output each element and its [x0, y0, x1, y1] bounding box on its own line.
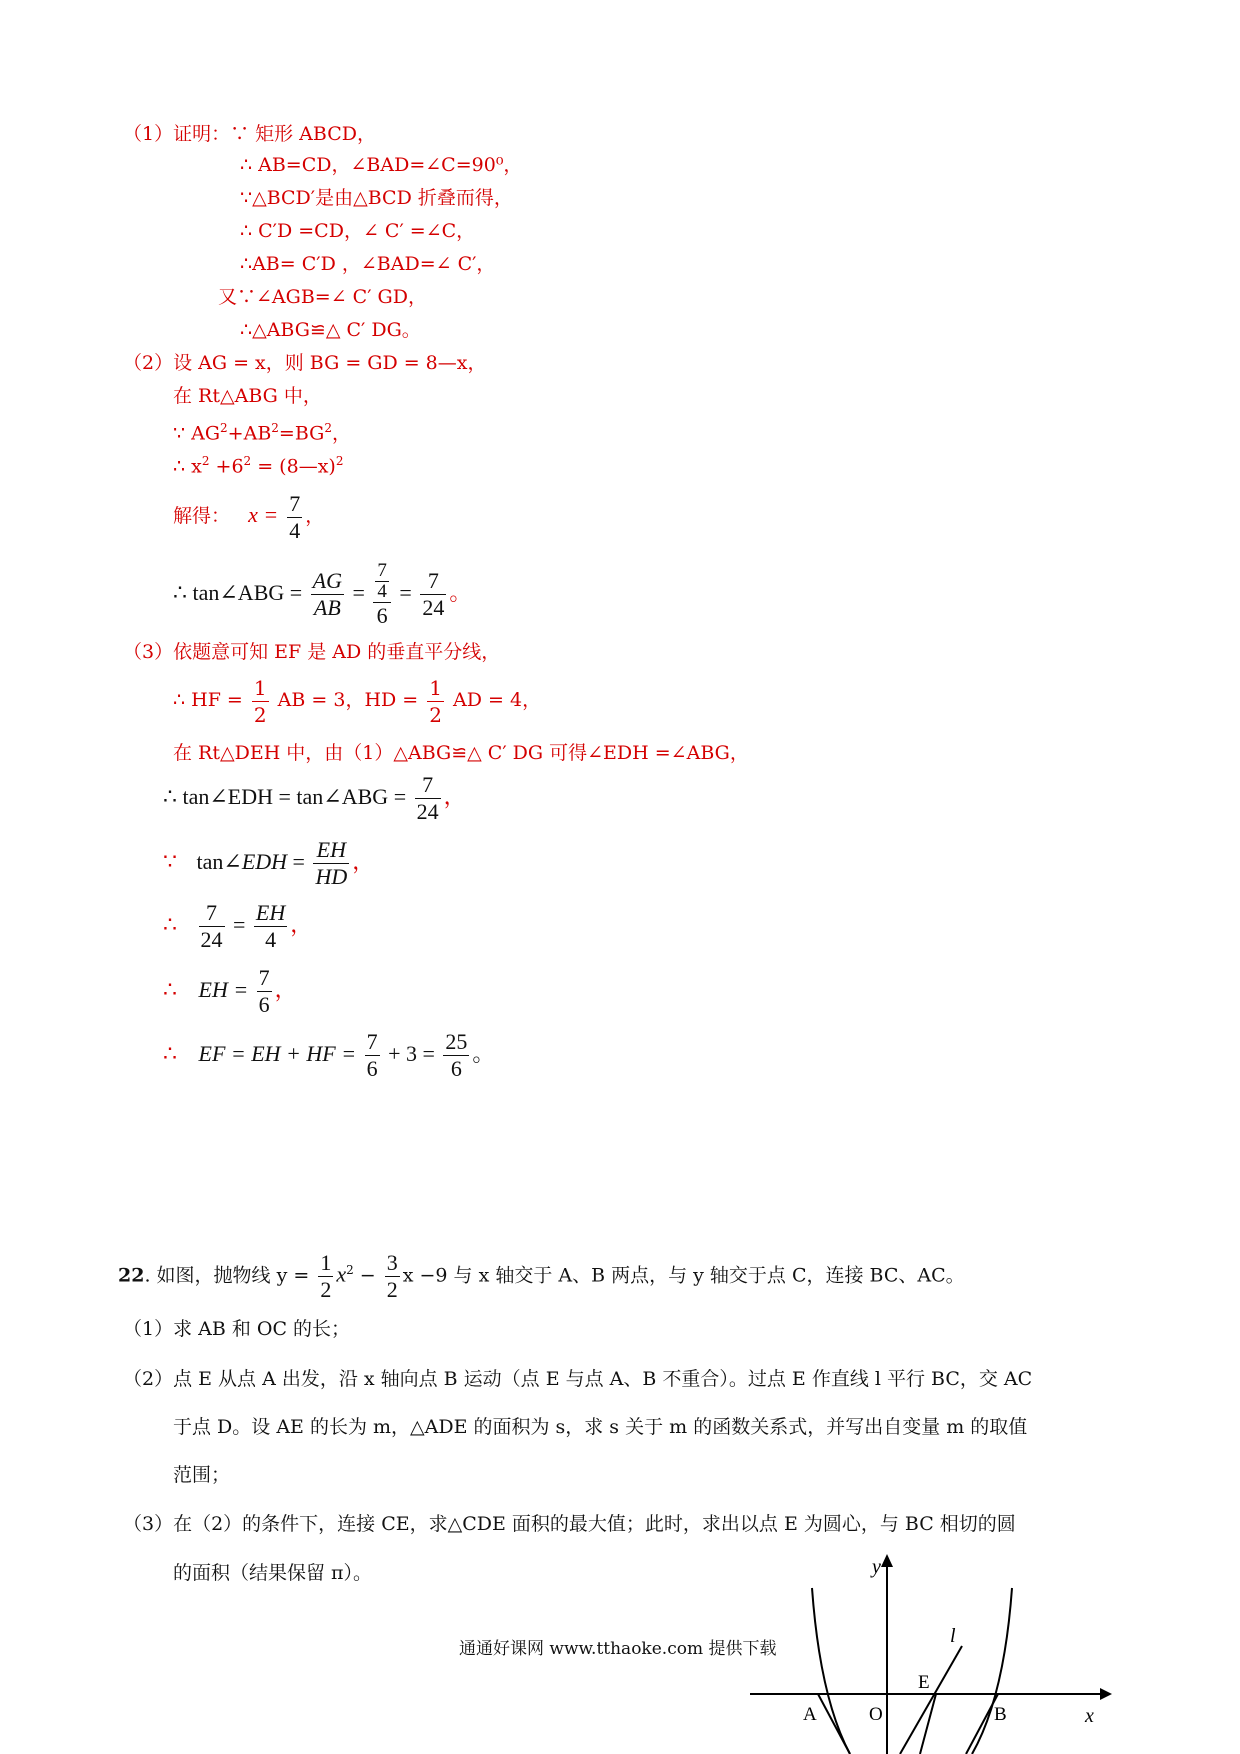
part1-line1: （1）证明：∵ 矩形 ABCD， [123, 123, 376, 145]
fraction-3-over-2: $\frac{3}{2}$ [386, 1249, 398, 1302]
fraction-AG-over-AB: $\frac{AG}{AB}$ [312, 568, 342, 621]
line-AC [818, 1694, 850, 1754]
label-E: E [918, 1672, 930, 1693]
part2-line3: ∵ $AG^2+AB^2=BG^2$， [173, 421, 351, 445]
part1-line7: ∴△ABG≌△ C′ DG。 [240, 319, 421, 341]
part1-line4: ∴ C′D =CD，∠ C′ =∠C， [240, 220, 476, 242]
part3-line3: 在 Rt△DEH 中，由（1）△ABG≌△ C′ DG 可得∠EDH =∠ABG， [173, 742, 749, 764]
part3-line4: ∴ tan∠EDH = tan∠ABG = $\frac{7}{24}$ ， [163, 772, 466, 825]
fraction-1-over-2: $\frac{1}{2}$ [429, 675, 442, 727]
parabola-left-branch [812, 1588, 850, 1754]
problem22-q2-line2: 于点 D。设 AE 的长为 m，△ADE 的面积为 s，求 s 关于 m 的函数关系式，并写出自变量 m 的取值 [173, 1416, 1028, 1438]
problem22-q3-line2: 的面积（结果保留 π）。 [173, 1562, 373, 1584]
problem22-q1: （1）求 AB 和 OC 的长； [123, 1318, 351, 1340]
problem22-q2-line1: （2）点 E 从点 A 出发，沿 x 轴向点 B 运动（点 E 与点 A、B 不重合）。过点 E 作直线 l 平行 BC，交 AC [123, 1368, 1033, 1390]
part1-line2: ∴ AB=CD，∠BAD=∠C=90⁰， [240, 154, 523, 176]
problem22-statement: 22. 如图，抛物线 y = $\frac{1}{2}$ $x^2$ − $\frac{3}{2}$ x −9 与 x 轴交于 A、B 两点，与 y 轴交于点 C，连接 BC、AC。 [118, 1249, 965, 1302]
problem22-q2-line3: 范围； [173, 1464, 231, 1486]
part2-line1: （2）设 AG = x，则 BG = GD = 8—x， [123, 352, 487, 374]
part3-line6: ∴ $\frac{7}{24}$ = $\frac{EH}{4}$ ， [163, 900, 313, 953]
line-CE [920, 1694, 936, 1754]
x-axis-arrow-icon [1100, 1688, 1112, 1700]
part3-line5: ∵ tan∠EDH = $\frac{EH}{HD}$ ， [163, 837, 375, 890]
fraction-7-over-24: $\frac{7}{24}$ [200, 900, 223, 953]
part3-line7: ∴ EH = $\frac{7}{6}$ ， [163, 965, 297, 1018]
part3-line1: （3）依题意可知 EF 是 AD 的垂直平分线， [123, 641, 501, 663]
part1-line5: ∴AB= C′D ，∠BAD=∠ C′， [240, 253, 496, 275]
part2-tan-line: ∴ tan∠ABG = $\frac{AG}{AB}$ = $\frac{\frac{7}{4}}{6}$ = $\frac{7}{24}$ 。 [173, 559, 472, 628]
label-l: l [950, 1625, 956, 1647]
part2-line2: 在 Rt△ABG 中， [173, 385, 322, 407]
fraction-7-over-6: $\frac{7}{6}$ [258, 965, 270, 1018]
fraction-1-over-2: $\frac{1}{2}$ [253, 675, 267, 727]
y-axis-arrow-icon [881, 1554, 893, 1567]
fraction-7-over-24: $\frac{7}{24}$ [416, 772, 439, 825]
label-A: A [803, 1704, 817, 1725]
footer-source: 通通好课网 www.tthaoke.com 提供下载 [459, 1639, 777, 1659]
fraction-EH-over-4: $\frac{EH}{4}$ [255, 900, 286, 953]
part1-line3: ∵△BCD′是由△BCD 折叠而得， [240, 187, 513, 209]
problem22-q3-line1: （3）在（2）的条件下，连接 CE，求△CDE 面积的最大值；此时，求出以点 E 为圆心，与 BC 相切的圆 [123, 1513, 1016, 1535]
label-y: y [872, 1556, 881, 1578]
fraction-7-over-6: $\frac{7}{6}$ [366, 1029, 378, 1082]
label-O: O [869, 1704, 883, 1725]
fraction-7-over-24: $\frac{7}{24}$ [422, 568, 445, 621]
nested-fraction: $\frac{\frac{7}{4}}{6}$ [373, 561, 391, 629]
label-B: B [994, 1704, 1007, 1725]
line-l [900, 1646, 962, 1754]
fraction-7-over-4: $\frac{7}{4}$ [289, 490, 301, 543]
part3-line8: ∴ EF = EH + HF = $\frac{7}{6}$ + 3 = $\frac{25}{6}$ 。 [163, 1029, 495, 1082]
fraction-EH-over-HD: $\frac{EH}{HD}$ [315, 837, 348, 890]
part1-line6: 又∵∠AGB=∠ C′ GD， [218, 286, 427, 308]
parabola-right-branch [972, 1588, 1012, 1754]
part3-line2: ∴ HF = $\frac{1}{2}$ AB = 3，HD = $\frac{1}{2}$ AD = 4， [173, 675, 542, 727]
part2-solve-line: 解得： x = $\frac{7}{4}$ ， [173, 490, 325, 543]
label-x: x [1085, 1705, 1094, 1727]
fraction-1-over-2: $\frac{1}{2}$ [320, 1249, 332, 1302]
fraction-25-over-6: $\frac{25}{6}$ [445, 1029, 468, 1082]
part2-line4: ∴ $x^2 +6^2$ = (8—x)$^2$ [173, 454, 344, 478]
parabola-figure [750, 1548, 1130, 1754]
